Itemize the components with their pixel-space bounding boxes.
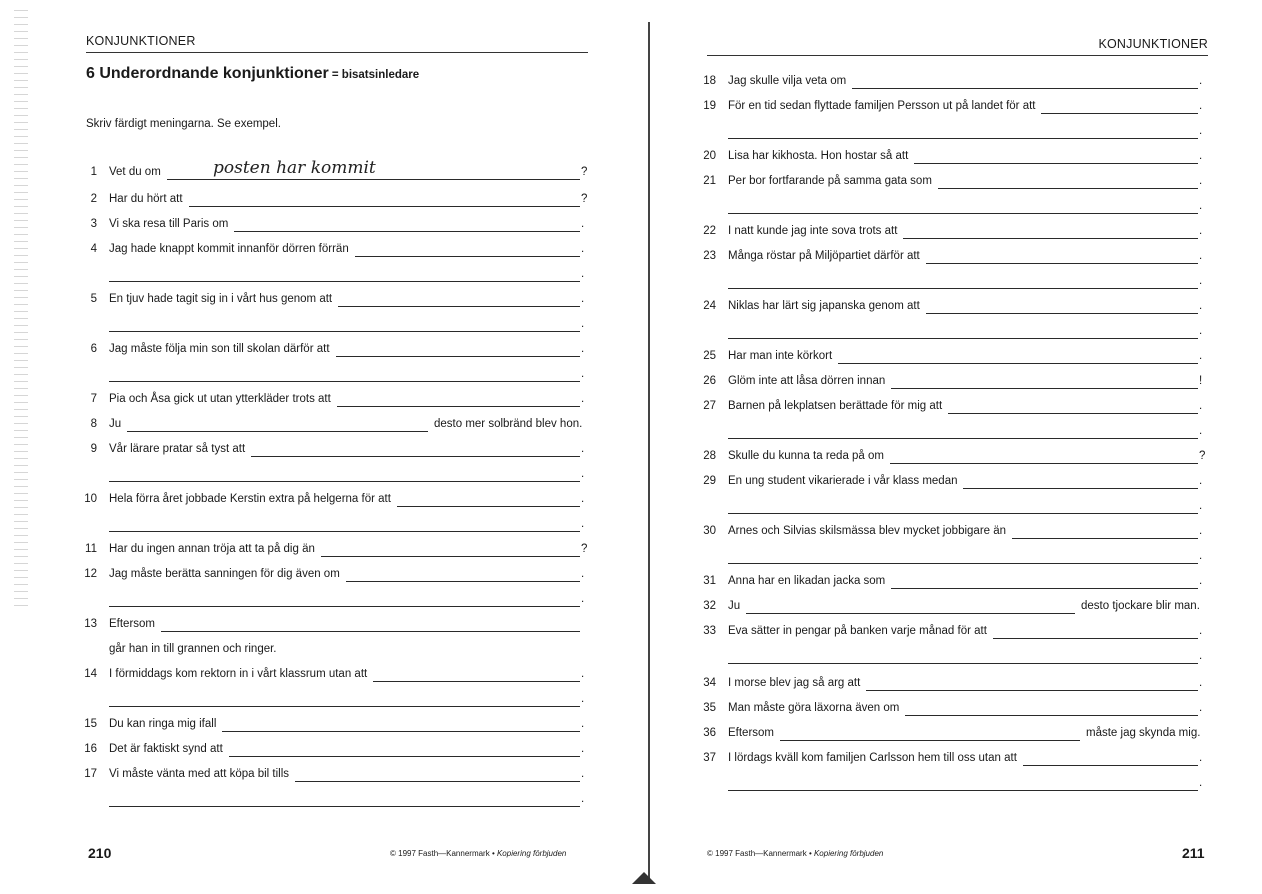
answer-line[interactable] [780, 740, 1080, 741]
exercise-end-punctuation: . [581, 743, 585, 755]
exercise-number: 5 [90, 293, 97, 305]
exercise-item [0, 568, 600, 584]
answer-line[interactable] [229, 756, 580, 757]
exercise-number: 27 [703, 400, 716, 412]
answer-line[interactable] [993, 638, 1198, 639]
exercise-prompt: Vet du om [109, 166, 161, 178]
line-end-dot: . [1199, 200, 1203, 212]
exercise-item [0, 418, 600, 434]
exercise-end-punctuation: ? [581, 193, 588, 205]
exercise-prompt: Det är faktiskt synd att [109, 743, 223, 755]
answer-line[interactable] [866, 690, 1198, 691]
exercise-number: 3 [90, 218, 97, 230]
exercise-number: 25 [703, 350, 716, 362]
exercise-number: 4 [90, 243, 97, 255]
exercise-item [652, 350, 1252, 366]
right-page [652, 0, 1262, 894]
answer-line-extra [652, 500, 1252, 516]
answer-line[interactable] [728, 138, 1198, 139]
exercise-prompt: Vår lärare pratar så tyst att [109, 443, 246, 455]
exercise-item [652, 250, 1252, 266]
page-number: 211 [1182, 845, 1205, 861]
exercise-end-punctuation: . [1199, 75, 1203, 87]
exercise-item [0, 768, 600, 784]
exercise-prompt: Har du ingen annan tröja att ta på dig än [109, 543, 315, 555]
answer-line[interactable] [167, 179, 580, 180]
answer-line[interactable] [189, 206, 580, 207]
exercise-number: 32 [703, 600, 716, 612]
page-number: 210 [88, 845, 112, 861]
exercise-number: 30 [703, 525, 716, 537]
exercise-item [0, 243, 600, 259]
answer-line[interactable] [321, 556, 580, 557]
line-end-dot: . [581, 693, 585, 705]
exercise-end-punctuation: . [581, 218, 585, 230]
answer-line[interactable] [891, 388, 1198, 389]
exercise-end-punctuation: . [1199, 625, 1203, 637]
exercise-prompt: Arnes och Silvias skilsmässa blev mycket jobbigare än [728, 525, 1007, 537]
exercise-end-punctuation: . [1199, 677, 1203, 689]
answer-line-extra [652, 650, 1252, 666]
exercise-prompt: Ju [728, 600, 741, 612]
answer-line[interactable] [890, 463, 1198, 464]
exercise-end-punctuation: . [1199, 575, 1203, 587]
exercise-end-punctuation: . [581, 443, 585, 455]
exercise-item [0, 543, 600, 559]
exercise-prompt: Hela förra året jobbade Kerstin extra på helgerna för att [109, 493, 391, 505]
exercise-end-punctuation: ! [1199, 375, 1203, 387]
exercise-prompt: Per bor fortfarande på samma gata som [728, 175, 932, 187]
exercise-number: 6 [90, 343, 97, 355]
page-title [86, 65, 419, 83]
line-end-dot: . [1199, 650, 1203, 662]
exercise-prompt: Du kan ringa mig ifall [109, 718, 217, 730]
answer-line[interactable] [373, 681, 580, 682]
exercise-item [652, 100, 1252, 116]
exercise-end-punctuation: . [1199, 400, 1203, 412]
answer-line[interactable] [109, 481, 580, 482]
copyright-text: © 1997 Fasth—Kannermark • [390, 849, 497, 858]
copyright-text: © 1997 Fasth—Kannermark • [707, 849, 814, 858]
exercise-prompt: Skulle du kunna ta reda på om [728, 450, 884, 462]
copyright-notice [390, 849, 566, 858]
exercise-prompt: Eftersom [109, 618, 156, 630]
answer-line[interactable] [728, 663, 1198, 664]
exercise-prompt: Man måste göra läxorna även om [728, 702, 900, 714]
title-main: 6 Underordnande konjunktioner [86, 65, 329, 82]
answer-line[interactable] [1012, 538, 1198, 539]
answer-line[interactable] [355, 256, 580, 257]
answer-line[interactable] [963, 488, 1198, 489]
exercise-prompt: En ung student vikarierade i vår klass medan [728, 475, 958, 487]
exercise-item [652, 600, 1252, 616]
answer-line[interactable] [109, 606, 580, 607]
line-end-dot: . [581, 268, 585, 280]
instructions: Skriv färdigt meningarna. Se exempel. [86, 118, 281, 130]
exercise-end-punctuation: ? [581, 543, 588, 555]
exercise-end-punctuation: . [581, 493, 585, 505]
answer-line[interactable] [234, 231, 580, 232]
exercise-end-punctuation: . [1199, 702, 1203, 714]
copyright-italic: Kopiering förbjuden [813, 849, 884, 858]
exercise-item [0, 443, 600, 459]
exercise-prompt: I lördags kväll kom familjen Carlsson hem till oss utan att [728, 752, 1017, 764]
exercise-item [652, 525, 1252, 541]
exercise-suffix: desto mer solbränd blev hon. [434, 418, 583, 430]
answer-line[interactable] [222, 731, 580, 732]
answer-line-extra [652, 425, 1252, 441]
answer-line-extra [652, 777, 1252, 793]
exercise-end-punctuation: . [1199, 525, 1203, 537]
answer-line-extra [652, 550, 1252, 566]
exercise-end-punctuation: . [1199, 225, 1203, 237]
exercise-item [0, 493, 600, 509]
exercise-number: 20 [703, 150, 716, 162]
exercise-item [0, 618, 600, 634]
exercise-prompt: Eva sätter in pengar på banken varje månad för att [728, 625, 987, 637]
answer-line[interactable] [295, 781, 580, 782]
exercise-prompt: Barnen på lekplatsen berättade för mig att [728, 400, 943, 412]
answer-line[interactable] [746, 613, 1075, 614]
exercise-number: 18 [703, 75, 716, 87]
copyright-notice [707, 849, 883, 858]
answer-line[interactable] [127, 431, 428, 432]
exercise-item [652, 752, 1252, 768]
exercise-end-punctuation: . [1199, 752, 1203, 764]
answer-line-extra [0, 593, 600, 609]
exercise-number: 1 [90, 166, 97, 178]
exercise-prompt: Har du hört att [109, 193, 183, 205]
exercise-suffix: desto tjockare blir man. [1081, 600, 1200, 612]
exercise-end-punctuation: . [581, 393, 585, 405]
exercise-item [0, 158, 600, 182]
exercise-item [652, 475, 1252, 491]
exercise-end-punctuation: . [1199, 175, 1203, 187]
answer-line-extra [0, 318, 600, 334]
answer-line[interactable] [926, 313, 1198, 314]
answer-line-extra [652, 125, 1252, 141]
answer-line-extra [0, 793, 600, 809]
exercise-end-punctuation: . [581, 668, 585, 680]
exercise-prompt: Glöm inte att låsa dörren innan [728, 375, 886, 387]
exercise-item [652, 300, 1252, 316]
exercise-end-punctuation: ? [581, 166, 588, 178]
answer-line-extra [652, 275, 1252, 291]
exercise-end-punctuation: . [1199, 350, 1203, 362]
answer-line[interactable] [1023, 765, 1198, 766]
exercise-item [652, 677, 1252, 693]
answer-line[interactable] [109, 531, 580, 532]
exercise-number: 11 [85, 543, 97, 555]
exercise-number: 2 [90, 193, 97, 205]
exercise-number: 13 [84, 618, 97, 630]
answer-line[interactable] [397, 506, 580, 507]
exercise-end-punctuation: . [581, 293, 585, 305]
exercise-item [652, 75, 1252, 91]
exercise-number: 16 [84, 743, 97, 755]
line-end-dot: . [1199, 777, 1203, 789]
exercise-suffix: måste jag skynda mig. [1086, 727, 1201, 739]
answer-line[interactable] [728, 438, 1198, 439]
answer-line-extra [0, 693, 600, 709]
line-end-dot: . [1199, 125, 1203, 137]
exercise-number: 33 [703, 625, 716, 637]
answer-line[interactable] [109, 806, 580, 807]
line-end-dot: . [1199, 550, 1203, 562]
answer-line[interactable] [914, 163, 1198, 164]
line-end-dot: . [581, 368, 585, 380]
exercise-number: 10 [84, 493, 97, 505]
left-page [0, 0, 630, 894]
answer-line[interactable] [903, 238, 1198, 239]
line-end-dot: . [581, 468, 585, 480]
page-header: KONJUNKTIONER [707, 37, 1208, 56]
answer-line[interactable] [1041, 113, 1198, 114]
exercise-item [652, 450, 1252, 466]
exercise-item [652, 575, 1252, 591]
exercise-prompt: För en tid sedan flyttade familjen Persson ut på landet för att [728, 100, 1036, 112]
exercise-item [652, 625, 1252, 641]
exercise-prompt: Ju [109, 418, 122, 430]
answer-line-extra [0, 518, 600, 534]
exercise-number: 31 [703, 575, 716, 587]
answer-line[interactable] [336, 356, 580, 357]
exercise-prompt: Vi måste vänta med att köpa bil tills [109, 768, 290, 780]
exercise-prompt: Har man inte körkort [728, 350, 833, 362]
exercise-prompt: En tjuv hade tagit sig in i vårt hus genom att [109, 293, 333, 305]
answer-line[interactable] [728, 513, 1198, 514]
answer-line[interactable] [926, 263, 1198, 264]
exercise-end-punctuation: . [1199, 300, 1203, 312]
exercise-end-punctuation: . [581, 568, 585, 580]
line-end-dot: . [1199, 425, 1203, 437]
answer-line[interactable] [346, 581, 580, 582]
exercise-number: 21 [703, 175, 716, 187]
answer-line[interactable] [728, 790, 1198, 791]
book-spine [648, 22, 650, 880]
answer-line[interactable] [948, 413, 1198, 414]
exercise-item [0, 293, 600, 309]
page-header: KONJUNKTIONER [86, 34, 588, 53]
answer-line[interactable] [109, 281, 580, 282]
exercise-item [0, 393, 600, 409]
exercise-end-punctuation: . [581, 718, 585, 730]
answer-line-extra [0, 368, 600, 384]
answer-line[interactable] [161, 631, 580, 632]
answer-line[interactable] [728, 563, 1198, 564]
exercise-prompt: Pia och Åsa gick ut utan ytterkläder trots att [109, 393, 331, 405]
answer-line[interactable] [852, 88, 1198, 89]
exercise-item [0, 668, 600, 684]
exercise-end-punctuation: . [1199, 100, 1203, 112]
exercise-prompt: I förmiddags kom rektorn in i vårt klassrum utan att [109, 668, 368, 680]
exercise-prompt: Många röstar på Miljöpartiet därför att [728, 250, 920, 262]
answer-line[interactable] [109, 381, 580, 382]
answer-line-extra [652, 200, 1252, 216]
exercise-item [652, 375, 1252, 391]
exercise-prompt: Jag skulle vilja veta om [728, 75, 847, 87]
exercise-item [0, 218, 600, 234]
exercise-end-punctuation: . [1199, 150, 1203, 162]
handwritten-answer: posten har kommit [213, 158, 376, 178]
exercise-prompt: Jag måste följa min son till skolan därför att [109, 343, 330, 355]
exercise-item [652, 400, 1252, 416]
exercise-prompt: Jag hade knappt kommit innanför dörren förrän [109, 243, 349, 255]
exercise-number: 29 [703, 475, 716, 487]
exercise-number: 22 [703, 225, 716, 237]
exercise-number: 35 [703, 702, 716, 714]
exercise-prompt: Eftersom [728, 727, 775, 739]
exercise-number: 12 [84, 568, 97, 580]
answer-line[interactable] [251, 456, 580, 457]
copyright-italic: Kopiering förbjuden [496, 849, 567, 858]
exercise-item [652, 727, 1252, 743]
line-end-dot: . [1199, 500, 1203, 512]
answer-line[interactable] [728, 288, 1198, 289]
answer-line[interactable] [905, 715, 1198, 716]
exercise-prompt: Anna har en likadan jacka som [728, 575, 886, 587]
answer-line[interactable] [337, 406, 580, 407]
answer-line[interactable] [891, 588, 1198, 589]
exercise-prompt: I natt kunde jag inte sova trots att [728, 225, 898, 237]
exercise-number: 26 [703, 375, 716, 387]
exercise-number: 36 [703, 727, 716, 739]
exercise-end-punctuation: . [581, 768, 585, 780]
exercise-number: 15 [84, 718, 97, 730]
exercise-prompt: Vi ska resa till Paris om [109, 218, 229, 230]
answer-line[interactable] [109, 331, 580, 332]
exercise-item [0, 743, 600, 759]
title-sub: = bisatsinledare [328, 69, 420, 81]
exercise-number: 28 [703, 450, 716, 462]
exercise-number: 24 [703, 300, 716, 312]
exercise-number: 9 [90, 443, 97, 455]
answer-line[interactable] [728, 213, 1198, 214]
exercise-number: 34 [703, 677, 716, 689]
exercise-prompt: Niklas har lärt sig japanska genom att [728, 300, 920, 312]
answer-line[interactable] [109, 706, 580, 707]
exercise-prompt: I morse blev jag så arg att [728, 677, 861, 689]
exercise-number: 17 [84, 768, 97, 780]
line-end-dot: . [581, 318, 585, 330]
exercise-item [652, 175, 1252, 191]
answer-line[interactable] [338, 306, 580, 307]
exercise-end-punctuation: . [1199, 475, 1203, 487]
line-end-dot: . [581, 518, 585, 530]
exercise-end-punctuation: ? [1199, 450, 1206, 462]
answer-line[interactable] [728, 338, 1198, 339]
exercise-end-punctuation: . [1199, 250, 1203, 262]
exercise-item [0, 718, 600, 734]
answer-line-extra [652, 325, 1252, 341]
exercise-item [652, 702, 1252, 718]
exercise-number: 14 [84, 668, 97, 680]
exercise-number: 37 [703, 752, 716, 764]
exercise-number: 23 [703, 250, 716, 262]
line-end-dot: . [1199, 325, 1203, 337]
exercise-number: 7 [90, 393, 97, 405]
answer-line-extra [0, 268, 600, 284]
exercise-end-punctuation: . [581, 243, 585, 255]
exercise-item [0, 193, 600, 209]
exercise-item [652, 150, 1252, 166]
exercise-end-punctuation: . [581, 343, 585, 355]
exercise-prompt: Jag måste berätta sanningen för dig även om [109, 568, 340, 580]
line-end-dot: . [581, 793, 585, 805]
exercise-number: 19 [703, 100, 716, 112]
exercise-number: 8 [90, 418, 97, 430]
line-end-dot: . [581, 593, 585, 605]
answer-line[interactable] [838, 363, 1198, 364]
exercise-item [652, 225, 1252, 241]
answer-line-extra [0, 468, 600, 484]
line-end-dot: . [1199, 275, 1203, 287]
continuation-text: går han in till grannen och ringer. [109, 643, 277, 655]
answer-line[interactable] [938, 188, 1198, 189]
exercise-prompt: Lisa har kikhosta. Hon hostar så att [728, 150, 909, 162]
exercise-item [0, 343, 600, 359]
